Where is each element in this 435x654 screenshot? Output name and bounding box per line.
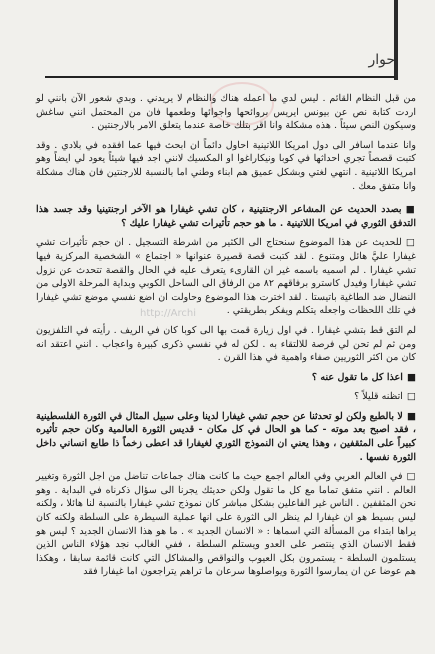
article-body — [36, 92, 416, 652]
answer: لم التق قط بتشي غيفارا . في اول زيارة قمت بها الى كوبا كان في الريف . رأيته في التلفزيون ومن ثم لم تحن لي فرصة للالتقاء به . لكن له في نفسي ذكرى كبيرة واعجاب . انني اعتقد انه كان من اكثر الثوريين صفاء واهمية في هذا القرن . — [36, 324, 416, 364]
answer-marker-icon: □ — [405, 237, 416, 249]
page-header — [0, 0, 435, 95]
question-marker-icon: ■ — [406, 371, 416, 383]
answer: □للحديث عن هذا الموضوع سنحتاج الى الكثير من اشرطة التسجيل . ان حجم تأثيرات تشي غيفارا عليَّ هائل ومتنوع . لقد كتبت قصة قصيرة عنوانها « اجتماع » الشخصية المركزية فيها تشي غيفارا . لم اسميه باسمه غير ان القارىء يتعرف عليه في الحال والقصة تتحدث عن نزول تشي غيفارا وفيدل كاسترو برفاقهم ٨٢ من الرفاق الى الساحل الكوبي وبداية المرحلة الاولى من النضال ضد الطاغية باتيستا . لقد اخترت هذا الموضوع وحاولت ان اضع نفسي موضع تشي غيفارا في تلك اللحظات واجعله يتكلم ويفكر بطريقتي . — [36, 237, 416, 317]
paragraph: وانا عندما اسافر الى دول امريكا اللاتينية احاول دائماً ان ابحث فيها عما افقده في بلادي . وقد كتبت قصصاً تجري احداثها في كوبا ونيكاراغوا او المكسيك لانني اجد فيها شيئاً يعود لي ايضاً وهو امريكا اللاتينية . انتهي لغتي وبشكل عميق هم ابناء وطني اما بالنسبة للارجنتين فان هناك مشكلة وانا متفق معك . — [36, 139, 416, 192]
answer: □في العالم العربي وفي العالم اجمع حيث ما كانت هناك جماعات تناضل من اجل الثورة وتغيير العالم . انني متفق تماما مع كل ما تقول ولكن حديثك يجرنا الى سؤال ذكرناه في البداية . وهو نحن المثقفين . الناس غير الفاعلين بشكل مباشر كان نموذج تشي غيفارا بالنسبة لنا هائلا ، ولكنه ليس بسيط هو ان غيفارا لم ينظر الى الثورة على انها عملية السيطرة على السلطة ولكنه كان يراها ابتداء من المسألة التي اسماها : « الانسان الجديد » . ما هو هذا الانسان الجديد ؟ ليس هو فقط الانسان الذي ينتصر على العدو ويستلم السلطة ، ففي الغالب نجد هؤلاء الناس الذين يستلمون السلطة - يستمرون بكل العيوب والنواقص والمشاكل التي كانت قائمة سابقا ، وهكذا هم عوضا عن ان يمارسوا الثورة ويواصلوها سرعان ما تراهم يتراجعون اما غيفارا فقد — [36, 471, 416, 578]
question: ■بصدد الحديث عن المشاعر الارجنتينية ، كان تشي غيفارا هو الآخر ارجنتينيا وقد جسد هذا التدفق الثوري في امريكا اللاتينية . ما هو حجم تأثيرات تشي غيفارا عليك ؟ — [36, 204, 416, 229]
watermark-url: http://Archi — [140, 308, 196, 319]
answer: □اتظنه قليلاً ؟ — [354, 391, 416, 403]
question-marker-icon: ■ — [405, 204, 416, 216]
question-marker-icon: ■ — [406, 410, 416, 422]
answer-marker-icon: □ — [406, 391, 416, 403]
answer-marker-icon: □ — [406, 471, 416, 483]
header-vertical-bar — [394, 0, 398, 80]
section-title: حوار — [368, 52, 395, 68]
header-rule — [45, 76, 395, 78]
question: ■لا بالطبع ولكن لو تحدثنا عن حجم تشي غيفارا لدينا وعلى سبيل المثال في الثورة الفلسطينية ، فقد اصبح بعد موته - كما هو الحال في كل مكان - قديس الثورة العالمية وكان حجم تأثيره كبيراً على المثقفين ، وهذا يعني ان النموذج الثوري لغيفارا قد اعطى زخماً ذا طابع انساني داخل الثورة نفسها . — [36, 410, 416, 463]
paragraph: من قبل النظام القائم . ليس لدي ما اعمله هناك والنظام لا يريدني . وبدي شعور الآن بانني لو اردت كتابة نص عن بيونس ايريس بروائحها واجوائها وطعمها فان من المحتمل انني ساغش وسيكون النص سيئاً . هذه مشكلة وانا اقر بتلك خاصة عندما يتعلق الامر بالارجنتين . — [36, 93, 416, 132]
question: ■اعذا كل ما تقول عنه ؟ — [311, 371, 416, 383]
